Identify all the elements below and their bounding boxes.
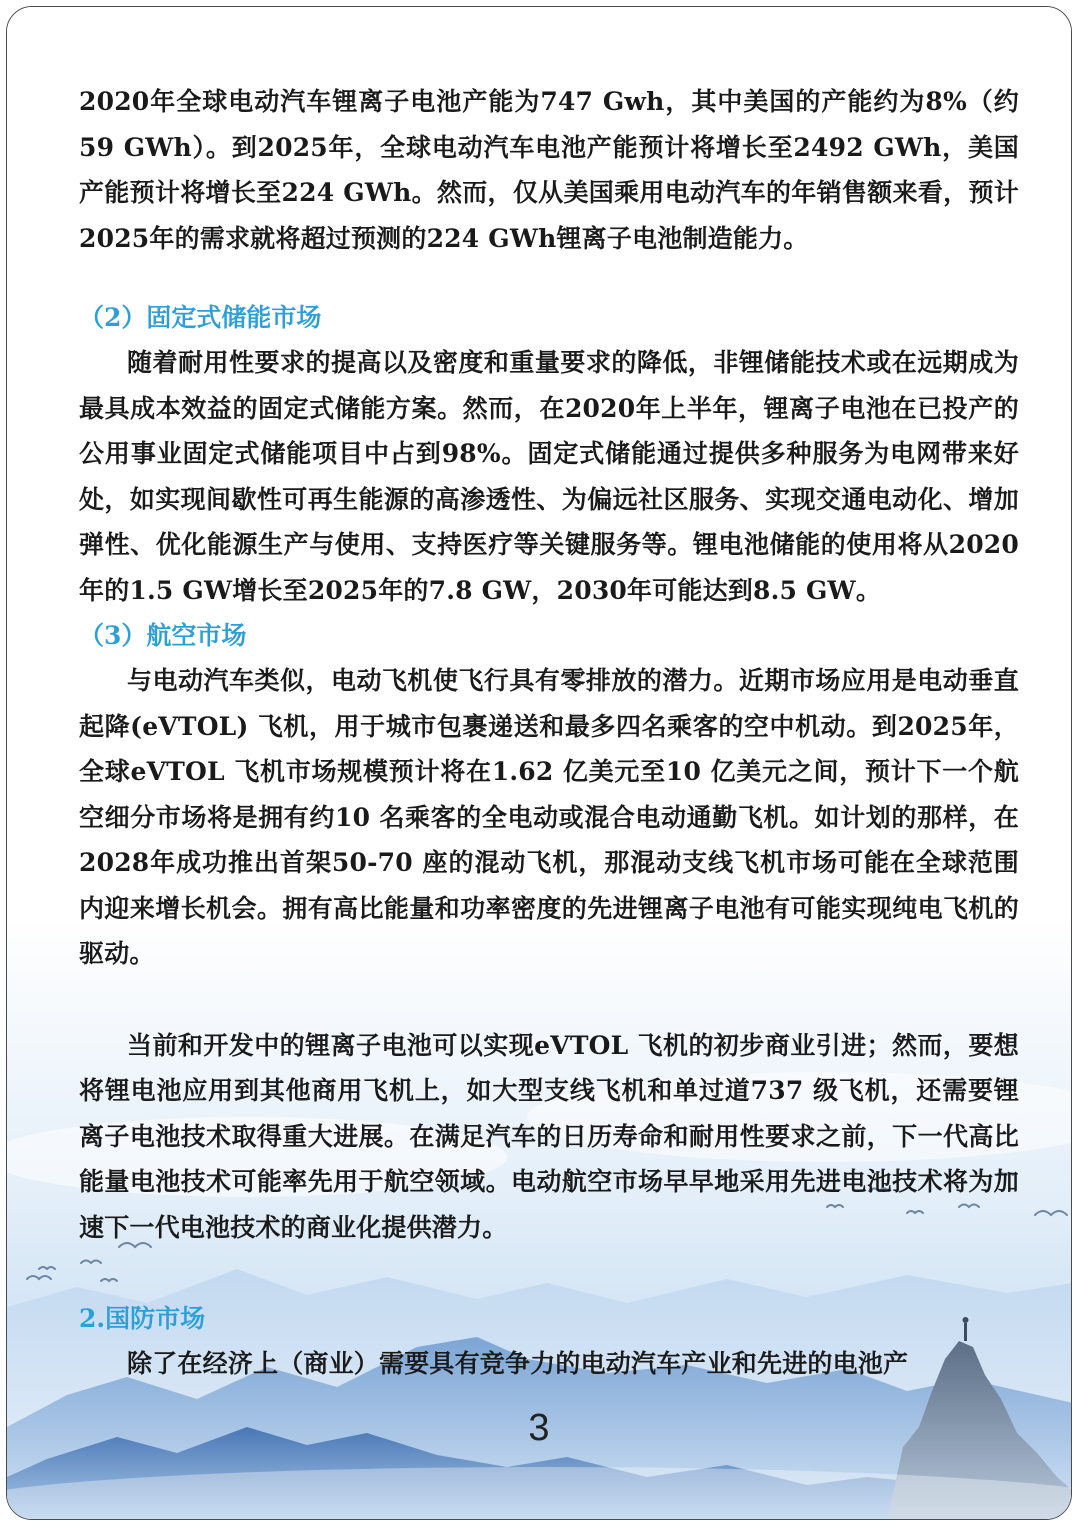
document-body [79, 79, 1019, 1387]
page-frame [6, 6, 1072, 1520]
section-heading-aviation: （3）航空市场 [79, 621, 247, 650]
paragraph-stationary-storage: 随着耐用性要求的提高以及密度和重量要求的降低，非锂储能技术或在远期成为最具成本效益的固定式储能方案。然而，在2020年上半年，锂离子电池在已投产的公用事业固定式储能项目中占到98%。固定式储能通过提供多种服务为电网带来好处，如实现间歇性可再生能源的高渗透性、为偏远社区服务、实现交通电动化、增加弹性、优化能源生产与使用、支持医疗等关键服务等。锂电池储能的使用将从2020年的1.5 GW增长至2025年的7.8 GW，2030年可能达到8.5 GW。 [79, 348, 1019, 605]
section-heading-stationary-storage: （2）固定式储能市场 [79, 303, 322, 332]
spacer [79, 261, 1019, 295]
page-number: 3 [528, 1407, 550, 1449]
section-heading-defense: 2.国防市场 [79, 1304, 206, 1333]
paragraph-aviation: 与电动汽车类似，电动飞机使飞行具有零排放的潜力。近期市场应用是电动垂直起降(eVTOL) 飞机，用于城市包裹递送和最多四名乘客的空中机动。到2025年，全球eVTOL 飞机市场规模预计将在1.62 亿美元至10 亿美元之间，预计下一个航空细分市场将是拥有约10 名乘客的全电动或混合电动通勤飞机。如计划的那样，在2028年成功推出首架50-70 座的混动飞机，那混动支线飞机市场可能在全球范围内迎来增长机会。拥有高比能量和功率密度的先进锂离子电池有可能实现纯电飞机的驱动。 [79, 666, 1019, 968]
paragraph-defense: 除了在经济上（商业）需要具有竞争力的电动汽车产业和先进的电池产 [127, 1349, 909, 1378]
spacer [79, 1250, 1019, 1296]
paragraph-evtol-commercial: 当前和开发中的锂离子电池可以实现eVTOL 飞机的初步商业引进；然而，要想将锂电池应用到其他商用飞机上，如大型支线飞机和单过道737 级飞机，还需要锂离子电池技术取得重大进展。在满足汽车的日历寿命和耐用性要求之前，下一代高比能量电池技术可能率先用于航空领域。电动航空市场早早地采用先进电池技术将为加速下一代电池技术的商业化提供潜力。 [79, 1030, 1019, 1242]
paragraph-ev-battery-capacity: 2020年全球电动汽车锂离子电池产能为747 Gwh，其中美国的产能约为8%（约59 GWh）。到2025年，全球电动汽车电池产能预计将增长至2492 GWh，美国产能预计将增长至224 GWh。然而，仅从美国乘用电动汽车的年销售额来看，预计2025年的需求就将超过预测的224 GWh锂离子电池制造能力。 [79, 87, 1019, 253]
spacer [79, 977, 1019, 1023]
